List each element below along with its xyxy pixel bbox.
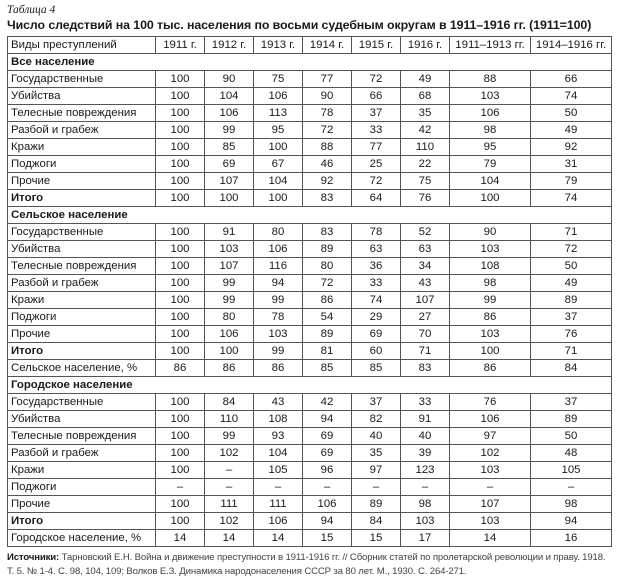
table-cell: 100 xyxy=(156,156,205,173)
table-row xyxy=(8,275,612,292)
table-cell: 71 xyxy=(531,343,612,360)
table-cell: 103 xyxy=(401,513,450,530)
table-title: Число следствий на 100 тыс. населения по восьми судебным округам в 1911–1916 гг. (1911=100) xyxy=(7,18,592,32)
table-cell: 105 xyxy=(531,462,612,479)
table-cell: 89 xyxy=(303,326,352,343)
table-cell: 100 xyxy=(156,309,205,326)
table-row xyxy=(8,326,612,343)
table-cell: 106 xyxy=(254,513,303,530)
table-cell: 110 xyxy=(401,139,450,156)
table-cell: 31 xyxy=(531,156,612,173)
table-cell: 94 xyxy=(303,513,352,530)
table-cell: 111 xyxy=(205,496,254,513)
table-cell: 100 xyxy=(156,173,205,190)
row-label: Убийства xyxy=(8,88,156,105)
table-row xyxy=(8,394,612,411)
table-cell: 88 xyxy=(450,71,531,88)
section-header-row xyxy=(8,377,612,394)
table-cell: 84 xyxy=(531,360,612,377)
row-label: Государственные xyxy=(8,224,156,241)
table-cell: 107 xyxy=(205,173,254,190)
table-cell: 100 xyxy=(156,139,205,156)
table-cell: 94 xyxy=(254,275,303,292)
table-cell: 103 xyxy=(450,241,531,258)
table-cell: 35 xyxy=(352,445,401,462)
page xyxy=(7,3,611,579)
table-cell: 99 xyxy=(450,292,531,309)
table-cell: 80 xyxy=(254,224,303,241)
table-cell: 35 xyxy=(401,105,450,122)
table-cell: 103 xyxy=(450,513,531,530)
table-cell: 36 xyxy=(352,258,401,275)
table-body xyxy=(8,54,612,547)
table-cell: 100 xyxy=(205,190,254,207)
table-cell: 100 xyxy=(156,411,205,428)
table-cell: 102 xyxy=(450,445,531,462)
table-cell: 95 xyxy=(450,139,531,156)
table-cell: 100 xyxy=(156,292,205,309)
table-cell: 113 xyxy=(254,105,303,122)
table-cell: 103 xyxy=(450,462,531,479)
table-cell: 40 xyxy=(401,428,450,445)
table-cell: 96 xyxy=(303,462,352,479)
table-cell: 106 xyxy=(254,241,303,258)
table-cell: 69 xyxy=(205,156,254,173)
table-cell: 88 xyxy=(303,139,352,156)
table-cell: 72 xyxy=(352,173,401,190)
table-cell: 71 xyxy=(531,224,612,241)
table-caption: Таблица 4 xyxy=(7,4,56,16)
row-label: Государственные xyxy=(8,394,156,411)
table-cell: 50 xyxy=(531,428,612,445)
table-cell: 100 xyxy=(156,105,205,122)
table-cell: 67 xyxy=(254,156,303,173)
table-cell: 97 xyxy=(450,428,531,445)
table-cell: 103 xyxy=(254,326,303,343)
table-cell: 66 xyxy=(352,88,401,105)
crime-statistics-table xyxy=(7,36,612,547)
column-header-6: 1916 г. xyxy=(401,37,450,54)
column-header-5: 1915 г. xyxy=(352,37,401,54)
table-cell: 37 xyxy=(352,105,401,122)
table-cell: 69 xyxy=(303,445,352,462)
column-header-1: 1911 г. xyxy=(156,37,205,54)
table-cell: – xyxy=(450,479,531,496)
row-label: Итого xyxy=(8,343,156,360)
table-cell: 72 xyxy=(531,241,612,258)
row-label: Городское население, % xyxy=(8,530,156,547)
table-cell: 100 xyxy=(156,71,205,88)
table-cell: 76 xyxy=(450,394,531,411)
row-label: Поджоги xyxy=(8,309,156,326)
table-cell: 102 xyxy=(205,513,254,530)
table-cell: 98 xyxy=(450,122,531,139)
column-header-4: 1914 г. xyxy=(303,37,352,54)
table-cell: 100 xyxy=(205,343,254,360)
column-header-2: 1912 г. xyxy=(205,37,254,54)
row-label: Кражи xyxy=(8,462,156,479)
table-cell: 74 xyxy=(531,190,612,207)
table-cell: 100 xyxy=(156,275,205,292)
table-cell: 98 xyxy=(531,496,612,513)
table-cell: 91 xyxy=(205,224,254,241)
table-cell: 74 xyxy=(352,292,401,309)
section-header-row xyxy=(8,54,612,71)
table-cell: 84 xyxy=(352,513,401,530)
row-label: Итого xyxy=(8,190,156,207)
table-cell: 100 xyxy=(156,445,205,462)
table-header-row xyxy=(8,37,612,54)
table-row xyxy=(8,105,612,122)
table-cell: 100 xyxy=(156,224,205,241)
table-cell: – xyxy=(531,479,612,496)
table-cell: 90 xyxy=(205,71,254,88)
table-cell: 108 xyxy=(450,258,531,275)
table-row xyxy=(8,139,612,156)
table-cell: 68 xyxy=(401,88,450,105)
table-cell: 33 xyxy=(352,122,401,139)
section-title: Сельское население xyxy=(8,207,612,224)
total-row xyxy=(8,190,612,207)
table-cell: 80 xyxy=(205,309,254,326)
table-cell: – xyxy=(254,479,303,496)
table-cell: 49 xyxy=(531,122,612,139)
table-cell: 76 xyxy=(401,190,450,207)
row-label: Сельское население, % xyxy=(8,360,156,377)
table-cell: 49 xyxy=(401,71,450,88)
table-cell: – xyxy=(352,479,401,496)
row-label: Убийства xyxy=(8,411,156,428)
table-cell: 107 xyxy=(450,496,531,513)
table-cell: 99 xyxy=(205,275,254,292)
table-row xyxy=(8,258,612,275)
table-cell: 34 xyxy=(401,258,450,275)
table-cell: 106 xyxy=(303,496,352,513)
table-cell: 100 xyxy=(156,258,205,275)
table-cell: 42 xyxy=(401,122,450,139)
table-cell: 43 xyxy=(254,394,303,411)
table-cell: 106 xyxy=(450,105,531,122)
table-cell: – xyxy=(205,479,254,496)
table-cell: 100 xyxy=(156,190,205,207)
row-label: Телесные повреждения xyxy=(8,428,156,445)
table-cell: 83 xyxy=(303,224,352,241)
table-cell: 15 xyxy=(352,530,401,547)
section-title: Городское население xyxy=(8,377,612,394)
table-cell: 22 xyxy=(401,156,450,173)
table-cell: 33 xyxy=(352,275,401,292)
table-cell: 77 xyxy=(352,139,401,156)
row-label: Разбой и грабеж xyxy=(8,445,156,462)
table-cell: 50 xyxy=(531,105,612,122)
table-cell: 77 xyxy=(303,71,352,88)
table-row xyxy=(8,360,612,377)
table-cell: 78 xyxy=(352,224,401,241)
table-cell: 85 xyxy=(303,360,352,377)
table-row xyxy=(8,88,612,105)
table-cell: 86 xyxy=(205,360,254,377)
table-cell: 100 xyxy=(254,190,303,207)
table-cell: – xyxy=(303,479,352,496)
table-cell: 86 xyxy=(156,360,205,377)
table-cell: 107 xyxy=(401,292,450,309)
row-label: Телесные повреждения xyxy=(8,258,156,275)
table-cell: 46 xyxy=(303,156,352,173)
table-cell: 14 xyxy=(450,530,531,547)
table-cell: 43 xyxy=(401,275,450,292)
table-cell: 91 xyxy=(401,411,450,428)
table-cell: 64 xyxy=(352,190,401,207)
table-cell: 63 xyxy=(352,241,401,258)
table-cell: 100 xyxy=(156,326,205,343)
table-cell: 100 xyxy=(156,122,205,139)
table-cell: 95 xyxy=(254,122,303,139)
table-cell: 85 xyxy=(205,139,254,156)
table-cell: 48 xyxy=(531,445,612,462)
table-cell: 99 xyxy=(205,122,254,139)
column-header-crime-type: Виды преступлений xyxy=(8,37,156,54)
table-cell: 85 xyxy=(352,360,401,377)
table-cell: 78 xyxy=(254,309,303,326)
table-cell: 27 xyxy=(401,309,450,326)
table-cell: 16 xyxy=(531,530,612,547)
table-cell: 72 xyxy=(352,71,401,88)
sources-label: Источники: xyxy=(7,552,60,563)
table-row xyxy=(8,241,612,258)
table-cell: 50 xyxy=(531,258,612,275)
table-cell: 110 xyxy=(205,411,254,428)
column-header-3: 1913 г. xyxy=(254,37,303,54)
table-cell: 83 xyxy=(303,190,352,207)
row-label: Убийства xyxy=(8,241,156,258)
table-cell: 104 xyxy=(205,88,254,105)
table-cell: 98 xyxy=(401,496,450,513)
table-cell: 97 xyxy=(352,462,401,479)
table-cell: 100 xyxy=(450,190,531,207)
table-cell: 107 xyxy=(205,258,254,275)
table-cell: 89 xyxy=(303,241,352,258)
table-cell: 103 xyxy=(450,88,531,105)
table-row xyxy=(8,224,612,241)
table-cell: 100 xyxy=(156,462,205,479)
table-cell: 86 xyxy=(254,360,303,377)
table-cell: 69 xyxy=(303,428,352,445)
table-cell: 100 xyxy=(156,394,205,411)
table-cell: 37 xyxy=(531,394,612,411)
table-cell: 69 xyxy=(352,326,401,343)
table-cell: 108 xyxy=(254,411,303,428)
table-cell: 86 xyxy=(450,360,531,377)
table-cell: 54 xyxy=(303,309,352,326)
table-cell: 103 xyxy=(205,241,254,258)
column-header-8: 1914–1916 гг. xyxy=(531,37,612,54)
sources-text: Тарновский Е.Н. Война и движение преступности в 1911-1916 гг. // Сборник статей по пролетарской революции и праву. 1918. Т. 5. № 1-4. С. 98, 104, 109; Волков Е.З. Динамика народонаселения СССР за 80 лет. М., 1930. С. 264-271. xyxy=(7,552,606,577)
table-cell: 14 xyxy=(254,530,303,547)
table-cell: 106 xyxy=(254,88,303,105)
table-cell: 94 xyxy=(303,411,352,428)
table-cell: 100 xyxy=(156,496,205,513)
table-cell: 123 xyxy=(401,462,450,479)
table-cell: 63 xyxy=(401,241,450,258)
table-cell: 100 xyxy=(156,428,205,445)
table-cell: 79 xyxy=(531,173,612,190)
table-cell: 116 xyxy=(254,258,303,275)
table-cell: 37 xyxy=(531,309,612,326)
table-cell: 83 xyxy=(401,360,450,377)
table-cell: 14 xyxy=(156,530,205,547)
table-cell: – xyxy=(401,479,450,496)
table-cell: 86 xyxy=(303,292,352,309)
total-row xyxy=(8,343,612,360)
table-cell: 76 xyxy=(531,326,612,343)
table-row xyxy=(8,309,612,326)
table-cell: 25 xyxy=(352,156,401,173)
table-cell: 89 xyxy=(352,496,401,513)
table-cell: 70 xyxy=(401,326,450,343)
table-cell: 66 xyxy=(531,71,612,88)
table-cell: 33 xyxy=(401,394,450,411)
table-cell: 105 xyxy=(254,462,303,479)
row-label: Государственные xyxy=(8,71,156,88)
table-cell: 100 xyxy=(254,139,303,156)
table-cell: 14 xyxy=(205,530,254,547)
row-label: Разбой и грабеж xyxy=(8,122,156,139)
table-row xyxy=(8,428,612,445)
row-label: Телесные повреждения xyxy=(8,105,156,122)
table-cell: 89 xyxy=(531,411,612,428)
table-cell: 71 xyxy=(401,343,450,360)
table-cell: 93 xyxy=(254,428,303,445)
table-cell: 92 xyxy=(303,173,352,190)
table-cell: 75 xyxy=(401,173,450,190)
table-cell: 99 xyxy=(254,343,303,360)
table-cell: 42 xyxy=(303,394,352,411)
table-cell: 17 xyxy=(401,530,450,547)
table-cell: 89 xyxy=(531,292,612,309)
table-cell: 111 xyxy=(254,496,303,513)
table-cell: 100 xyxy=(156,343,205,360)
table-cell: 99 xyxy=(205,292,254,309)
column-header-7: 1911–1913 гг. xyxy=(450,37,531,54)
table-row xyxy=(8,173,612,190)
table-cell: 90 xyxy=(303,88,352,105)
table-cell: – xyxy=(156,479,205,496)
table-row xyxy=(8,71,612,88)
table-cell: 102 xyxy=(205,445,254,462)
table-row xyxy=(8,496,612,513)
table-cell: 29 xyxy=(352,309,401,326)
table-cell: 86 xyxy=(450,309,531,326)
table-row xyxy=(8,122,612,139)
table-row xyxy=(8,156,612,173)
table-cell: 49 xyxy=(531,275,612,292)
table-cell: 98 xyxy=(450,275,531,292)
table-row xyxy=(8,411,612,428)
total-row xyxy=(8,513,612,530)
table-cell: 72 xyxy=(303,122,352,139)
sources-note xyxy=(7,551,611,579)
table-cell: 100 xyxy=(156,88,205,105)
table-cell: 90 xyxy=(450,224,531,241)
table-cell: 94 xyxy=(531,513,612,530)
row-label: Прочие xyxy=(8,173,156,190)
table-cell: 100 xyxy=(450,343,531,360)
table-cell: 60 xyxy=(352,343,401,360)
table-cell: 39 xyxy=(401,445,450,462)
table-cell: 37 xyxy=(352,394,401,411)
table-cell: 100 xyxy=(156,241,205,258)
table-cell: 74 xyxy=(531,88,612,105)
table-row xyxy=(8,462,612,479)
row-label: Кражи xyxy=(8,292,156,309)
row-label: Итого xyxy=(8,513,156,530)
table-cell: 106 xyxy=(450,411,531,428)
table-cell: 52 xyxy=(401,224,450,241)
table-cell: 82 xyxy=(352,411,401,428)
row-label: Поджоги xyxy=(8,156,156,173)
table-cell: 15 xyxy=(303,530,352,547)
row-label: Прочие xyxy=(8,326,156,343)
row-label: Поджоги xyxy=(8,479,156,496)
table-cell: 78 xyxy=(303,105,352,122)
section-header-row xyxy=(8,207,612,224)
table-cell: 100 xyxy=(156,513,205,530)
table-row xyxy=(8,445,612,462)
row-label: Прочие xyxy=(8,496,156,513)
section-title: Все население xyxy=(8,54,612,71)
table-cell: 81 xyxy=(303,343,352,360)
table-cell: – xyxy=(205,462,254,479)
row-label: Разбой и грабеж xyxy=(8,275,156,292)
table-cell: 84 xyxy=(205,394,254,411)
table-cell: 99 xyxy=(205,428,254,445)
table-cell: 104 xyxy=(254,173,303,190)
table-cell: 106 xyxy=(205,105,254,122)
table-cell: 104 xyxy=(254,445,303,462)
row-label: Кражи xyxy=(8,139,156,156)
table-cell: 104 xyxy=(450,173,531,190)
table-row xyxy=(8,530,612,547)
table-cell: 40 xyxy=(352,428,401,445)
table-cell: 92 xyxy=(531,139,612,156)
table-cell: 80 xyxy=(303,258,352,275)
table-cell: 106 xyxy=(205,326,254,343)
table-cell: 75 xyxy=(254,71,303,88)
table-cell: 103 xyxy=(450,326,531,343)
table-cell: 72 xyxy=(303,275,352,292)
table-row xyxy=(8,292,612,309)
table-row xyxy=(8,479,612,496)
table-cell: 99 xyxy=(254,292,303,309)
table-cell: 79 xyxy=(450,156,531,173)
